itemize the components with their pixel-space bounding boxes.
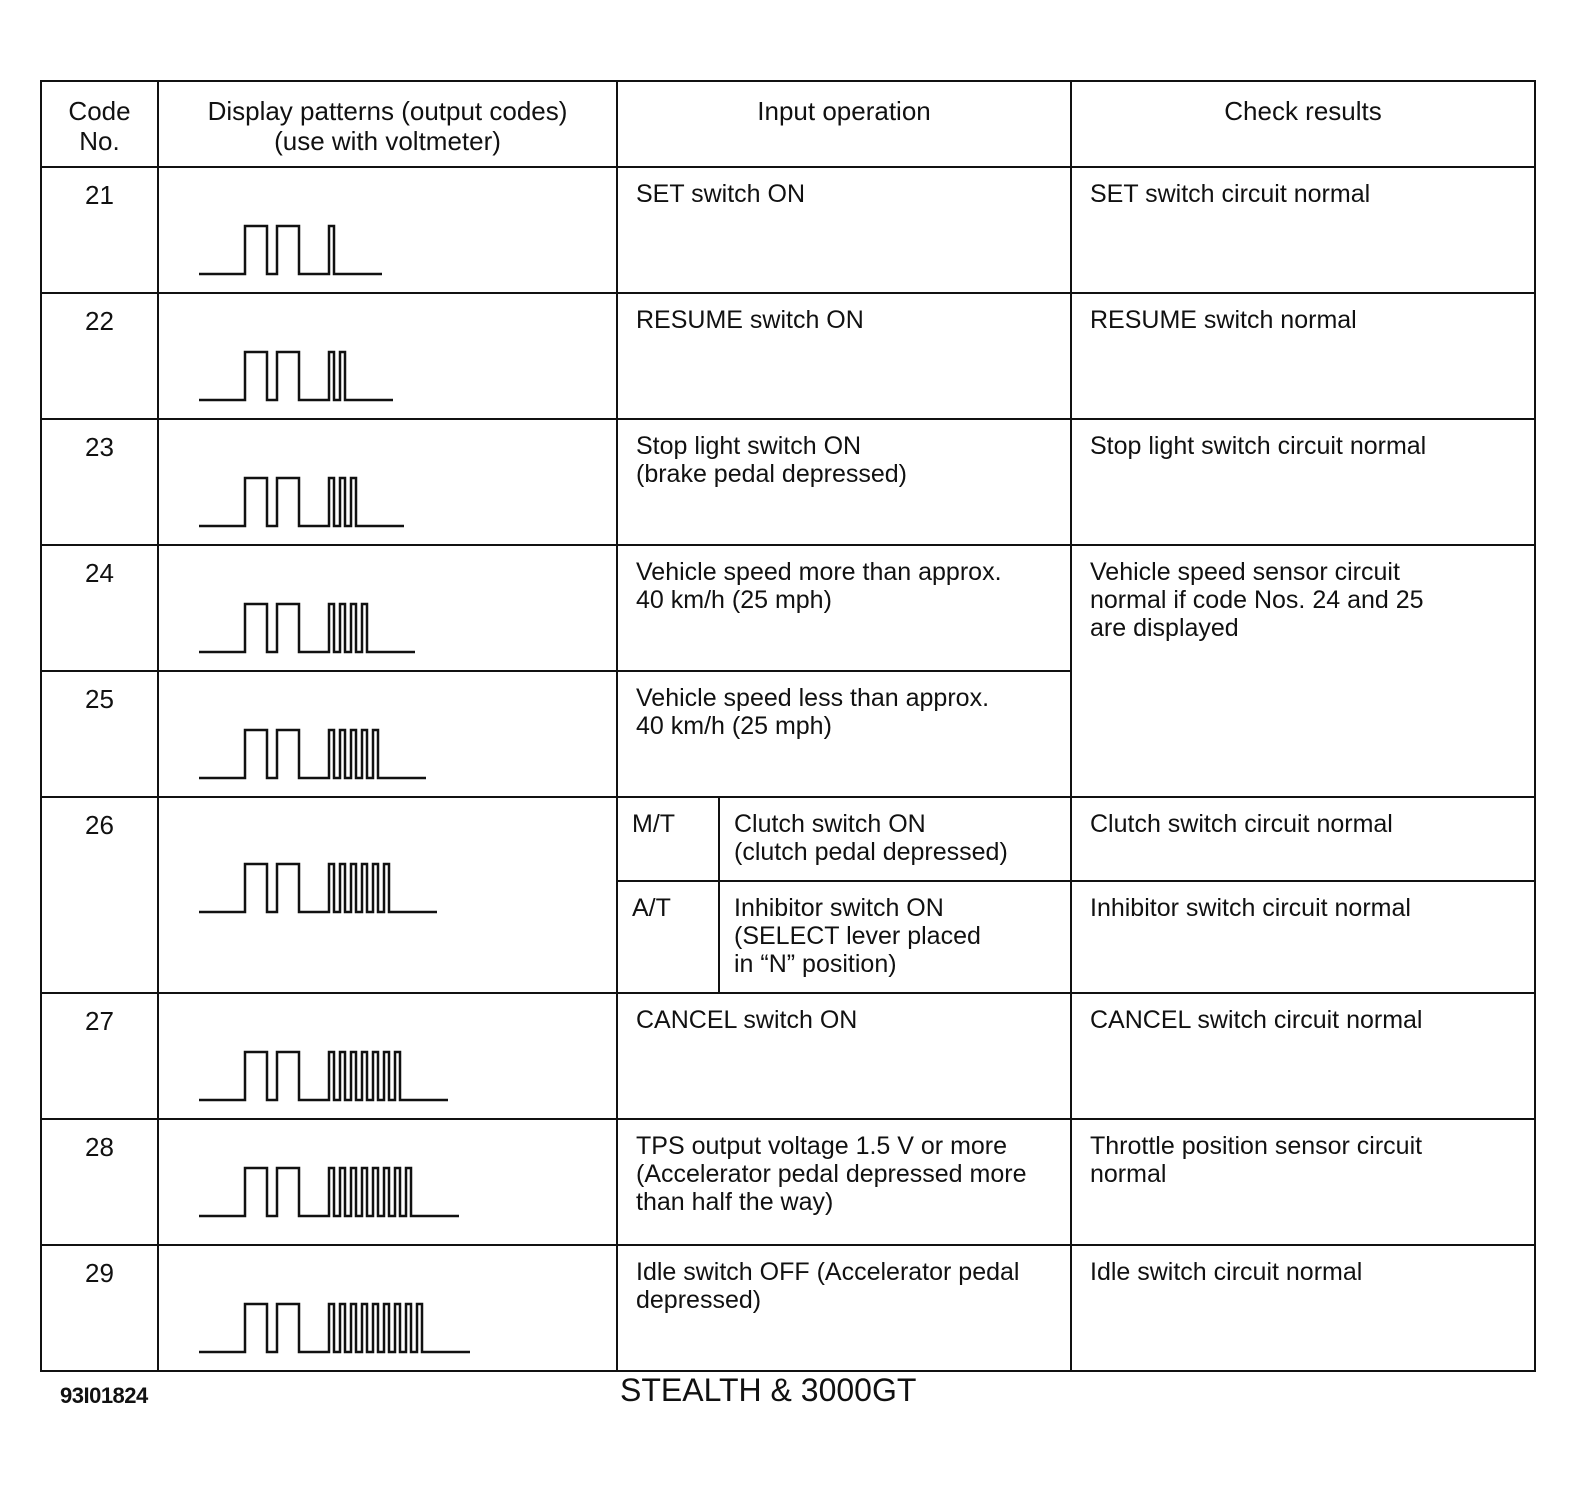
table-row	[41, 167, 1535, 293]
input-operation: RESUME switch ON	[617, 293, 1071, 419]
input-operation: CANCEL switch ON	[617, 993, 1071, 1119]
pulse-path	[199, 730, 426, 778]
header-input-operation: Input operation	[617, 81, 1071, 167]
input-operation: SET switch ON	[617, 167, 1071, 293]
pulse-waveform	[199, 216, 599, 286]
input-operation: Inhibitor switch ON (SELECT lever placed in “N” position)	[719, 881, 1071, 993]
display-pattern	[158, 671, 617, 797]
check-result: SET switch circuit normal	[1071, 167, 1535, 293]
display-pattern	[158, 1245, 617, 1371]
pulse-path	[199, 226, 382, 274]
pulse-path	[199, 1052, 448, 1100]
table-row	[41, 797, 1535, 881]
pulse-path	[199, 604, 415, 652]
code-number: 26	[41, 797, 158, 993]
check-result: RESUME switch normal	[1071, 293, 1535, 419]
code-number: 28	[41, 1119, 158, 1245]
input-operation: Stop light switch ON (brake pedal depressed)	[617, 419, 1071, 545]
transmission-type: M/T	[617, 797, 719, 881]
pulse-waveform	[199, 342, 599, 412]
code-number: 27	[41, 993, 158, 1119]
table-row	[41, 1245, 1535, 1371]
table-row	[41, 419, 1535, 545]
check-result: Throttle position sensor circuit normal	[1071, 1119, 1535, 1245]
table-row	[41, 545, 1535, 671]
input-operation: TPS output voltage 1.5 V or more (Accelerator pedal depressed more than half the way)	[617, 1119, 1071, 1245]
code-number: 21	[41, 167, 158, 293]
display-pattern	[158, 419, 617, 545]
display-pattern	[158, 993, 617, 1119]
code-number: 22	[41, 293, 158, 419]
figure-id: 93I01824	[60, 1383, 148, 1408]
table-row	[41, 1119, 1535, 1245]
pulse-waveform	[199, 854, 599, 924]
table-row	[41, 293, 1535, 419]
code-number: 24	[41, 545, 158, 671]
table-row	[41, 993, 1535, 1119]
display-pattern	[158, 545, 617, 671]
pulse-path	[199, 1168, 459, 1216]
pulse-waveform	[199, 594, 599, 664]
pulse-path	[199, 478, 404, 526]
header-display-patterns: Display patterns (output codes) (use with voltmeter)	[158, 81, 617, 167]
pulse-waveform	[199, 1294, 599, 1364]
header-check-results: Check results	[1071, 81, 1535, 167]
input-operation: Clutch switch ON (clutch pedal depressed)	[719, 797, 1071, 881]
display-pattern	[158, 1119, 617, 1245]
pulse-waveform	[199, 1158, 599, 1228]
check-result: CANCEL switch circuit normal	[1071, 993, 1535, 1119]
pulse-waveform	[199, 1042, 599, 1112]
check-result: Clutch switch circuit normal	[1071, 797, 1535, 881]
input-operation: Vehicle speed more than approx. 40 km/h (25 mph)	[617, 545, 1071, 671]
input-operation: Idle switch OFF (Accelerator pedal depressed)	[617, 1245, 1071, 1371]
footer-title: STEALTH & 3000GT	[620, 1372, 917, 1408]
code-number: 23	[41, 419, 158, 545]
header-code-no: Code No.	[41, 81, 158, 167]
display-pattern	[158, 167, 617, 293]
check-result: Idle switch circuit normal	[1071, 1245, 1535, 1371]
pulse-waveform	[199, 468, 599, 538]
pulse-waveform	[199, 720, 599, 790]
check-result: Inhibitor switch circuit normal	[1071, 881, 1535, 993]
pulse-path	[199, 1304, 470, 1352]
transmission-type: A/T	[617, 881, 719, 993]
check-result: Vehicle speed sensor circuit normal if code Nos. 24 and 25 are displayed	[1071, 545, 1535, 797]
check-result: Stop light switch circuit normal	[1071, 419, 1535, 545]
table-header-row	[41, 81, 1535, 167]
display-pattern	[158, 293, 617, 419]
display-pattern	[158, 797, 617, 993]
code-number: 25	[41, 671, 158, 797]
code-number: 29	[41, 1245, 158, 1371]
pulse-path	[199, 864, 437, 912]
diagnosis-code-table	[40, 80, 1536, 1372]
input-operation: Vehicle speed less than approx. 40 km/h (25 mph)	[617, 671, 1071, 797]
pulse-path	[199, 352, 393, 400]
